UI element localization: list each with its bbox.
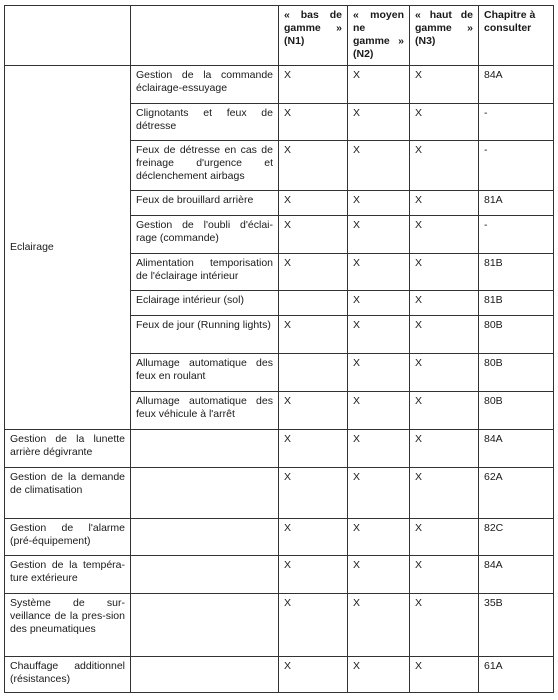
n3-cell: X	[410, 430, 479, 468]
n1-cell: X	[279, 254, 348, 291]
n2-cell: X	[348, 254, 410, 291]
n2-cell: X	[348, 594, 410, 657]
header-empty-1	[5, 6, 131, 66]
n2-cell: X	[348, 104, 410, 141]
n3-cell: X	[410, 594, 479, 657]
chapter-cell: 84A	[479, 430, 554, 468]
n3-cell: X	[410, 254, 479, 291]
table-row	[5, 594, 554, 657]
n1-cell: X	[279, 594, 348, 657]
function-cell: Alimentation temporisation de l'éclairage intérieur	[131, 254, 279, 291]
table-row	[5, 556, 554, 594]
n1-cell: X	[279, 392, 348, 430]
n2-cell: X	[348, 191, 410, 216]
function-cell: Clignotants et feux de détresse	[131, 104, 279, 141]
header-n3: « haut de gamme » (N3)	[410, 6, 479, 66]
chapter-cell: -	[479, 216, 554, 254]
function-cell: Eclairage intérieur (sol)	[131, 291, 279, 316]
n2-cell: X	[348, 316, 410, 354]
function-cell: Feux de jour (Running lights)	[131, 316, 279, 354]
table-row	[5, 519, 554, 556]
n3-cell: X	[410, 556, 479, 594]
n1-cell: X	[279, 430, 348, 468]
n2-cell: X	[348, 430, 410, 468]
function-table	[4, 5, 554, 693]
chapter-cell: 62A	[479, 468, 554, 519]
n1-cell: X	[279, 66, 348, 104]
table-row	[5, 66, 554, 104]
chapter-cell: 80B	[479, 354, 554, 392]
chapter-cell: 80B	[479, 316, 554, 354]
header-row	[5, 6, 554, 66]
chapter-cell: 84A	[479, 556, 554, 594]
n1-cell: X	[279, 216, 348, 254]
n1-cell	[279, 354, 348, 392]
n1-cell: X	[279, 519, 348, 556]
chapter-cell: 35B	[479, 594, 554, 657]
n2-cell: X	[348, 468, 410, 519]
function-cell: Feux de détresse en cas de freinage d'urgence et déclenchement airbags	[131, 141, 279, 191]
chapter-cell: 81A	[479, 191, 554, 216]
n3-cell: X	[410, 468, 479, 519]
function-cell-empty	[131, 430, 279, 468]
n3-cell: X	[410, 104, 479, 141]
function-cell-empty	[131, 519, 279, 556]
n3-cell: X	[410, 216, 479, 254]
table-row	[5, 657, 554, 693]
group-label: Gestion de la demande de climatisation	[5, 468, 131, 519]
function-cell-empty	[131, 594, 279, 657]
chapter-cell: 82C	[479, 519, 554, 556]
n2-cell: X	[348, 556, 410, 594]
n2-cell: X	[348, 141, 410, 191]
n2-cell: X	[348, 354, 410, 392]
n2-cell: X	[348, 291, 410, 316]
n3-cell: X	[410, 392, 479, 430]
n1-cell	[279, 291, 348, 316]
group-eclairage: Eclairage	[5, 66, 131, 430]
chapter-cell: 84A	[479, 66, 554, 104]
function-cell: Allumage automatique des feux en roulant	[131, 354, 279, 392]
n3-cell: X	[410, 141, 479, 191]
n2-cell: X	[348, 392, 410, 430]
n2-cell: X	[348, 519, 410, 556]
n1-cell: X	[279, 141, 348, 191]
function-cell: Gestion de l'oubli d'éclai-rage (commande)	[131, 216, 279, 254]
n3-cell: X	[410, 354, 479, 392]
chapter-cell: 81B	[479, 291, 554, 316]
header-n2: « moyen ne gamme » (N2)	[348, 6, 410, 66]
n3-cell: X	[410, 291, 479, 316]
chapter-cell: -	[479, 104, 554, 141]
function-cell-empty	[131, 556, 279, 594]
n3-cell: X	[410, 657, 479, 693]
chapter-cell: 80B	[479, 392, 554, 430]
function-cell-empty	[131, 657, 279, 693]
table-row	[5, 468, 554, 519]
function-cell: Feux de brouillard arrière	[131, 191, 279, 216]
function-cell-empty	[131, 468, 279, 519]
header-empty-2	[131, 6, 279, 66]
n1-cell: X	[279, 191, 348, 216]
table-row	[5, 430, 554, 468]
group-label: Gestion de la tempéra-ture extérieure	[5, 556, 131, 594]
n2-cell: X	[348, 66, 410, 104]
n2-cell: X	[348, 216, 410, 254]
group-label: Gestion de l'alarme (pré-équipement)	[5, 519, 131, 556]
group-label: Système de sur-veillance de la pres-sion des pneumatiques	[5, 594, 131, 657]
n1-cell: X	[279, 657, 348, 693]
group-label: Gestion de la lunette arrière dégivrante	[5, 430, 131, 468]
group-label: Chauffage additionnel (résistances)	[5, 657, 131, 693]
chapter-cell: 81B	[479, 254, 554, 291]
function-cell: Allumage automatique des feux véhicule à l'arrêt	[131, 392, 279, 430]
n1-cell: X	[279, 556, 348, 594]
n3-cell: X	[410, 191, 479, 216]
chapter-cell: -	[479, 141, 554, 191]
n1-cell: X	[279, 104, 348, 141]
n3-cell: X	[410, 66, 479, 104]
n2-cell: X	[348, 657, 410, 693]
n1-cell: X	[279, 468, 348, 519]
header-chapter: Chapitre à consulter	[479, 6, 554, 66]
n3-cell: X	[410, 519, 479, 556]
n3-cell: X	[410, 316, 479, 354]
chapter-cell: 61A	[479, 657, 554, 693]
n1-cell: X	[279, 316, 348, 354]
function-cell: Gestion de la commande éclairage-essuyage	[131, 66, 279, 104]
header-n1: « bas de gamme » (N1)	[279, 6, 348, 66]
